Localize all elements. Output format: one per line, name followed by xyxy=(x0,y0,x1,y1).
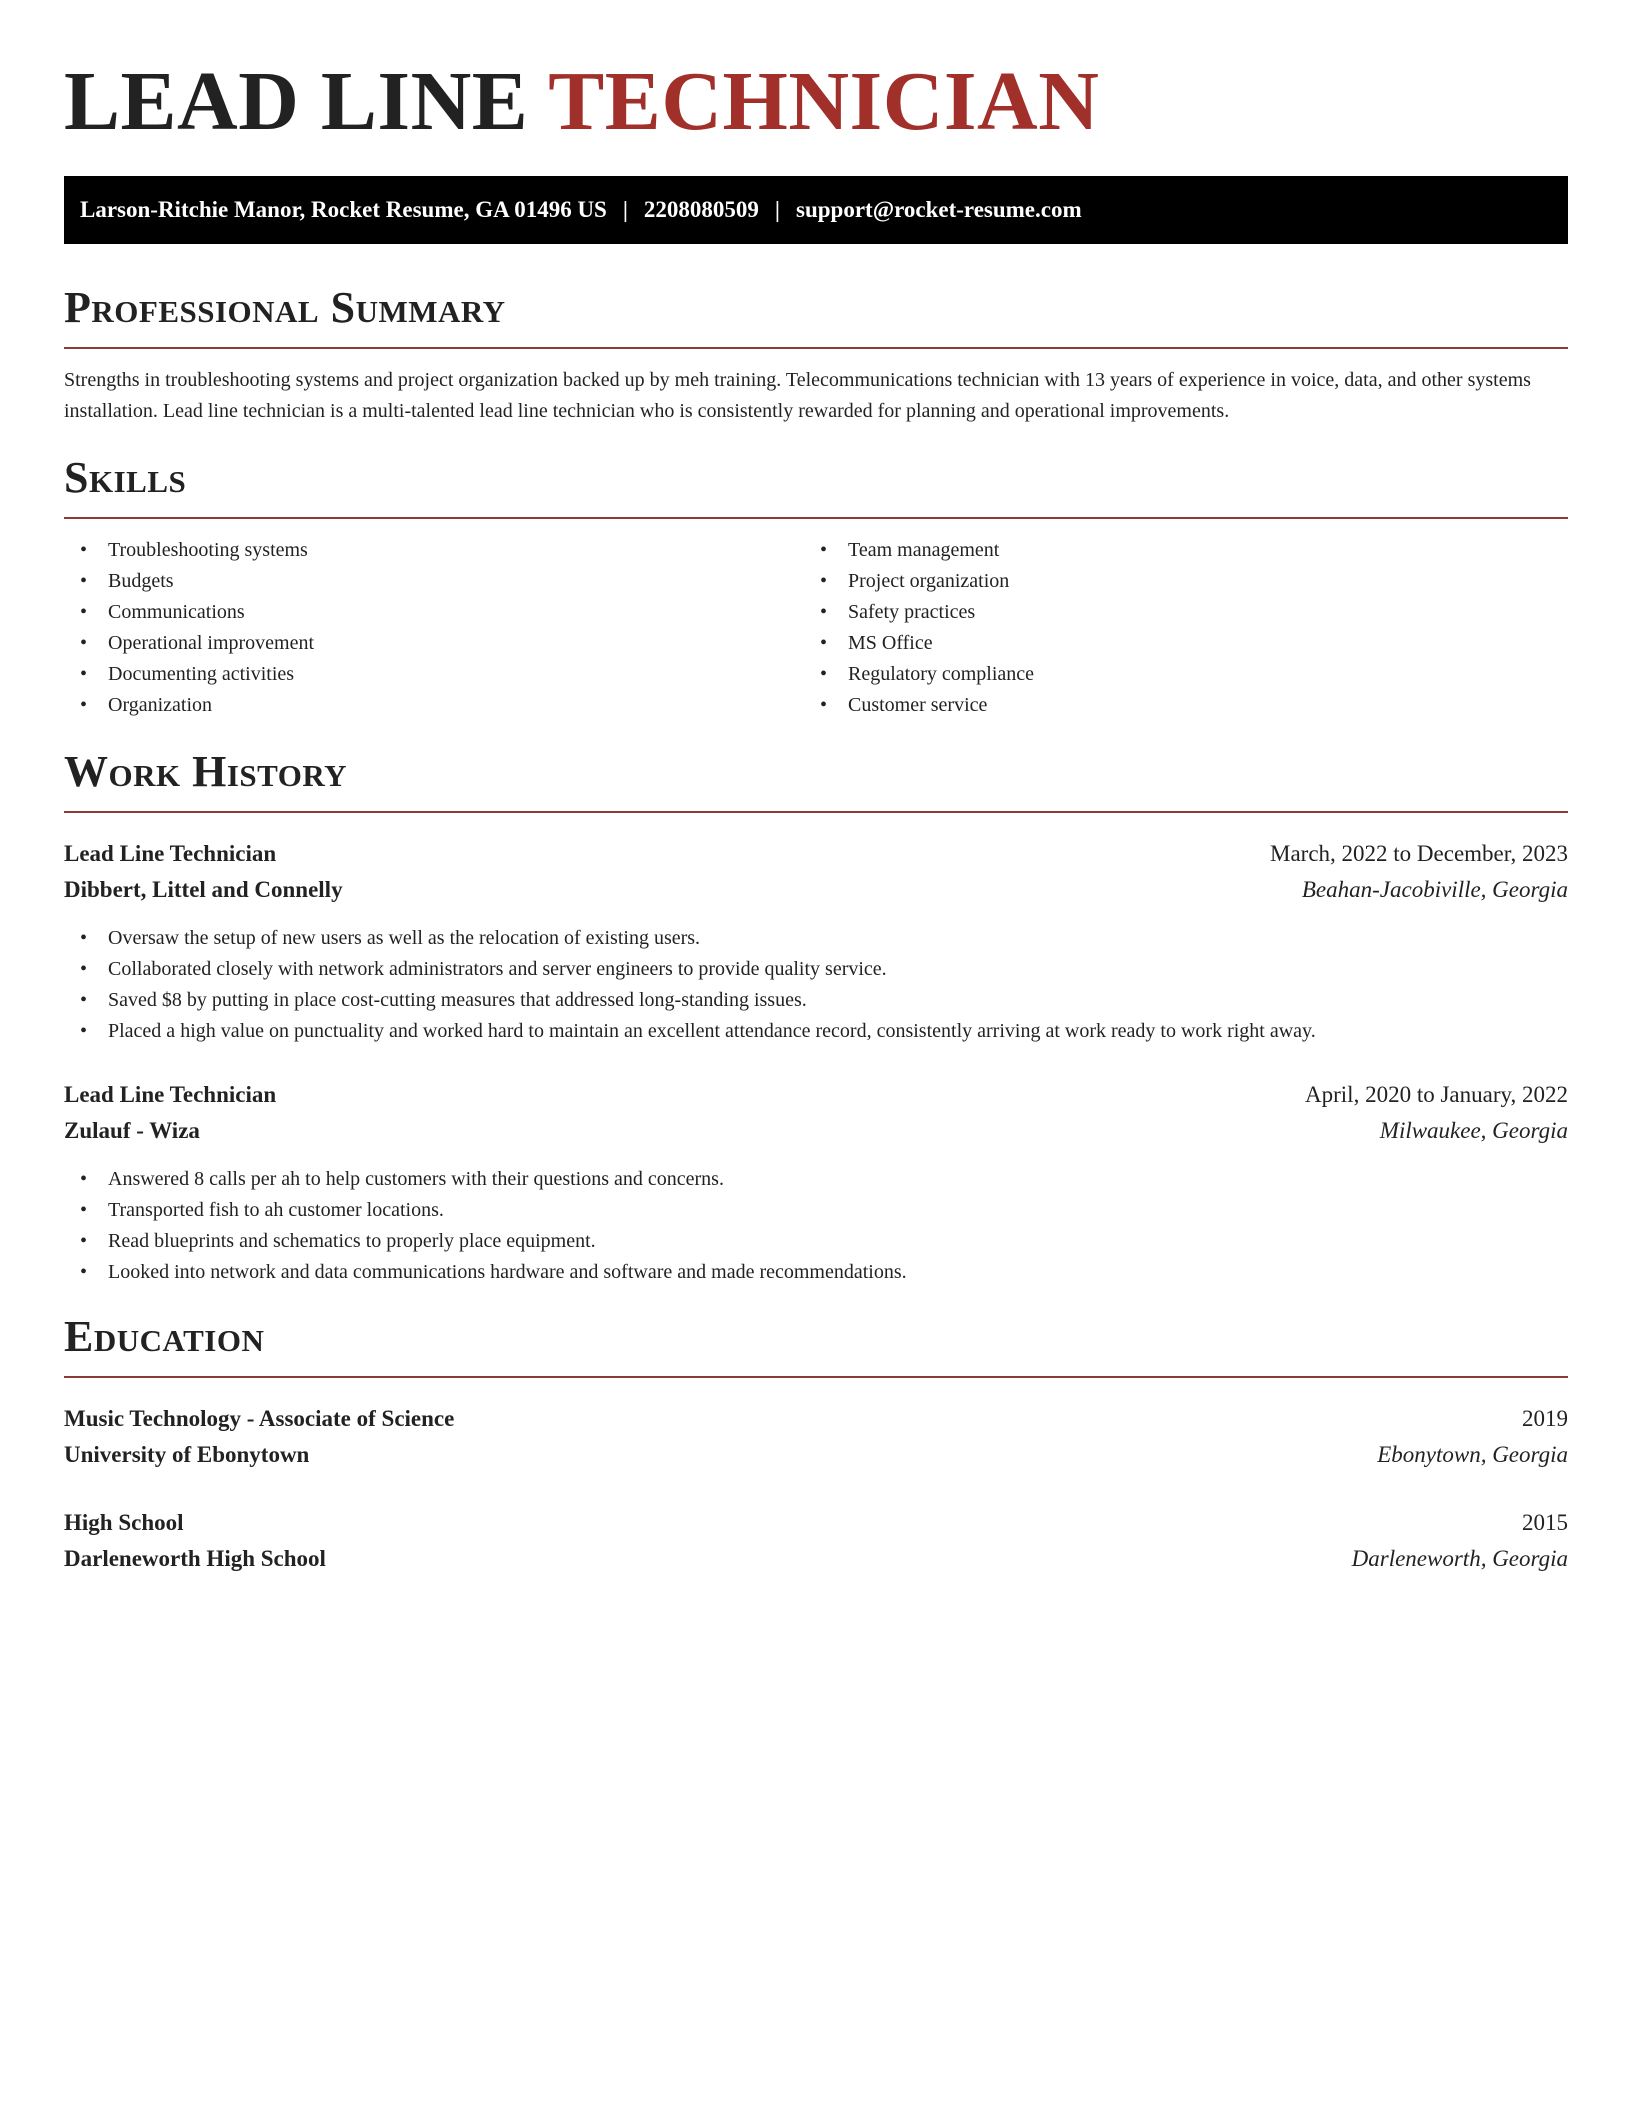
school-name: Darleneworth High School xyxy=(64,1546,326,1571)
school-location: Darleneworth, Georgia xyxy=(1351,1546,1568,1571)
skill-item: • Operational improvement xyxy=(64,628,784,659)
summary-divider xyxy=(64,347,1568,349)
job-location: Milwaukee, Georgia xyxy=(1379,1118,1568,1143)
job-duties-list xyxy=(64,1164,1568,1288)
degree-name: Music Technology - Associate of Science xyxy=(64,1406,455,1431)
job-duty: • Collaborated closely with network administrators and server engineers to provide quality service. xyxy=(64,954,1568,985)
school-row xyxy=(64,1541,1568,1577)
job-company: Zulauf - Wiza xyxy=(64,1118,200,1143)
degree-row xyxy=(64,1401,1568,1437)
job-dates: March, 2022 to December, 2023 xyxy=(1270,841,1568,866)
skill-item: • Organization xyxy=(64,690,784,721)
job-duty: • Oversaw the setup of new users as well as the relocation of existing users. xyxy=(64,923,1568,954)
skill-item: • Troubleshooting systems xyxy=(64,535,784,566)
job-company-row xyxy=(64,1113,1568,1149)
skill-item: • Customer service xyxy=(804,690,1524,721)
job-title: Lead Line Technician xyxy=(64,841,277,866)
skill-item: • Project organization xyxy=(804,566,1524,597)
job-company: Dibbert, Littel and Connelly xyxy=(64,877,343,902)
school-location: Ebonytown, Georgia xyxy=(1377,1442,1568,1467)
skills-list-right xyxy=(804,535,1524,721)
summary-heading: Professional Summary xyxy=(64,283,506,332)
skill-item: • Safety practices xyxy=(804,597,1524,628)
job-duty: • Saved $8 by putting in place cost-cutting measures that addressed long-standing issues. xyxy=(64,985,1568,1016)
degree-name: High School xyxy=(64,1510,184,1535)
contact-separator: | xyxy=(774,197,780,222)
skill-item: • Documenting activities xyxy=(64,659,784,690)
job-duty: • Answered 8 calls per ah to help customers with their questions and concerns. xyxy=(64,1164,1568,1195)
resume-title xyxy=(64,52,1099,152)
job-title-row xyxy=(64,836,1568,872)
school-row xyxy=(64,1437,1568,1473)
title-part-2: TECHNICIAN xyxy=(548,55,1100,148)
job-duty: • Read blueprints and schematics to properly place equipment. xyxy=(64,1226,1568,1257)
skills-heading: Skills xyxy=(64,453,187,502)
skill-item: • Communications xyxy=(64,597,784,628)
job-duties-list xyxy=(64,923,1568,1047)
work-heading: Work History xyxy=(64,747,348,796)
skill-item: • Budgets xyxy=(64,566,784,597)
skills-divider xyxy=(64,517,1568,519)
education-divider xyxy=(64,1376,1568,1378)
contact-bar xyxy=(64,176,1568,244)
education-heading: Education xyxy=(64,1312,265,1361)
job-title: Lead Line Technician xyxy=(64,1082,277,1107)
degree-year: 2015 xyxy=(1522,1510,1568,1535)
contact-email: support@rocket-resume.com xyxy=(796,197,1082,222)
job-company-row xyxy=(64,872,1568,908)
contact-separator: | xyxy=(622,197,628,222)
school-name: University of Ebonytown xyxy=(64,1442,310,1467)
skills-list-left xyxy=(64,535,784,721)
summary-text: Strengths in troubleshooting systems and project organization backed up by meh training. Telecommunications technician with 13 years of experience in voice, data, and other systems installation. Lead line technician is a multi-talented lead line technician who is consistently rewarded for planning and operational improvements. xyxy=(64,369,1531,422)
skill-item: • MS Office xyxy=(804,628,1524,659)
contact-phone: 2208080509 xyxy=(643,197,759,222)
job-duty: • Transported fish to ah customer locations. xyxy=(64,1195,1568,1226)
work-divider xyxy=(64,811,1568,813)
contact-address: Larson-Ritchie Manor, Rocket Resume, GA 01496 US xyxy=(80,197,607,222)
title-part-1: LEAD LINE xyxy=(64,55,529,148)
job-title-row xyxy=(64,1077,1568,1113)
job-location: Beahan-Jacobiville, Georgia xyxy=(1301,877,1568,902)
degree-row xyxy=(64,1505,1568,1541)
skill-item: • Regulatory compliance xyxy=(804,659,1524,690)
job-duty: • Placed a high value on punctuality and worked hard to maintain an excellent attendance record, consistently arriving at work ready to work right away. xyxy=(64,1016,1568,1047)
skill-item: • Team management xyxy=(804,535,1524,566)
job-duty: • Looked into network and data communications hardware and software and made recommendations. xyxy=(64,1257,1568,1288)
degree-year: 2019 xyxy=(1522,1406,1568,1431)
job-dates: April, 2020 to January, 2022 xyxy=(1305,1082,1568,1107)
